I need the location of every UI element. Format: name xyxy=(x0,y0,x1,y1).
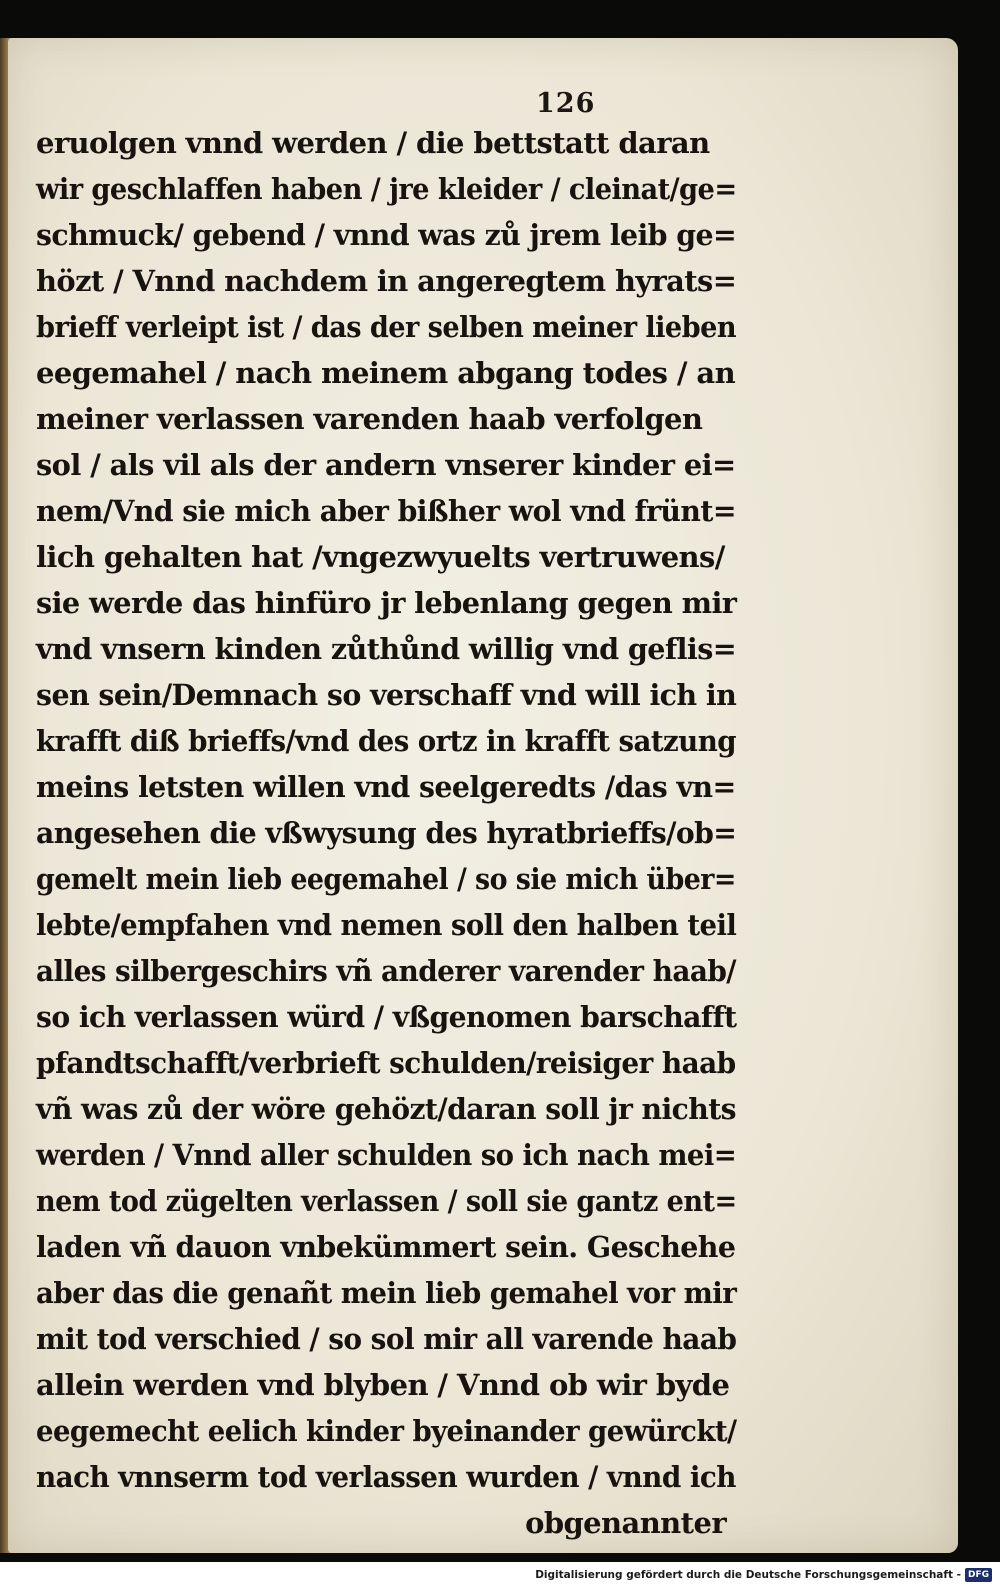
page-number: 126 xyxy=(536,88,596,119)
text-line: sie werde das hinfüro jr lebenlang gegen mir xyxy=(36,586,737,620)
catchword: obgenannter xyxy=(525,1506,726,1540)
text-line: lich gehalten hat /vngezwyuelts vertruwens/ xyxy=(36,540,725,574)
text-line: eegemecht eelich kinder byeinander gewürckt/ xyxy=(36,1414,737,1448)
text-line: mit tod verschied / so sol mir all varende haab xyxy=(36,1322,737,1356)
text-line: nem tod zügelten verlassen / soll sie gantz ent= xyxy=(36,1184,737,1218)
text-line: vñ was zů der wöre gehözt/daran soll jr nichts xyxy=(36,1092,736,1126)
text-line: meins letsten willen vnd seelgeredts /das vn= xyxy=(36,770,736,804)
text-line: schmuck/ gebend / vnnd was zů jrem leib ge= xyxy=(36,218,737,252)
text-line: nem/Vnd sie mich aber bißher wol vnd frünt= xyxy=(36,494,736,528)
text-line: vnd vnsern kinden zůthůnd willig vnd geflis= xyxy=(36,632,737,666)
text-line: nach vnnserm tod verlassen wurden / vnnd ich xyxy=(36,1460,736,1494)
text-line: alles silbergeschirs vñ anderer varender haab/ xyxy=(36,954,736,988)
text-line: eegemahel / nach meinem abgang todes / an xyxy=(36,356,736,390)
dfg-logo[interactable]: DFG xyxy=(965,1568,992,1582)
text-line: gemelt mein lieb eegemahel / so sie mich über= xyxy=(36,862,736,896)
footer-credit xyxy=(535,1567,992,1583)
text-line: brieff verleipt ist / das der selben meiner lieben xyxy=(36,310,737,344)
text-line: wir geschlaffen haben / jre kleider / cleinat/ge= xyxy=(36,172,737,206)
text-line: so ich verlassen würd / vßgenomen barschafft xyxy=(36,1000,737,1034)
text-line: allein werden vnd blyben / Vnnd ob wir byde xyxy=(36,1368,730,1402)
text-line: lebte/empfahen vnd nemen soll den halben teil xyxy=(36,908,737,942)
text-line: hözt / Vnnd nachdem in angeregtem hyrats= xyxy=(36,264,737,298)
text-line: sen sein/Demnach so verschaff vnd will ich in xyxy=(36,678,737,712)
text-line: krafft diß brieffs/vnd des ortz in krafft satzung xyxy=(36,724,737,758)
text-line: pfandtschafft/verbrieft schulden/reisiger haab xyxy=(36,1046,736,1080)
text-line: werden / Vnnd aller schulden so ich nach mei= xyxy=(36,1138,737,1172)
page-text-block xyxy=(36,120,736,1546)
text-line: aber das die genañt mein lieb gemahel vor mir xyxy=(36,1276,737,1310)
text-line: eruolgen vnnd werden / die bettstatt daran xyxy=(36,126,710,160)
text-line: meiner verlassen varenden haab verfolgen xyxy=(36,402,703,436)
text-line: laden vñ dauon vnbekümmert sein. Geschehe xyxy=(36,1230,736,1264)
text-line: sol / als vil als der andern vnserer kinder ei= xyxy=(36,448,736,482)
funding-credit-text: Digitalisierung gefördert durch die Deutsche Forschungsgemeinschaft - xyxy=(535,1569,961,1581)
text-line: angesehen die vßwysung des hyratbrieffs/ob= xyxy=(36,816,737,850)
